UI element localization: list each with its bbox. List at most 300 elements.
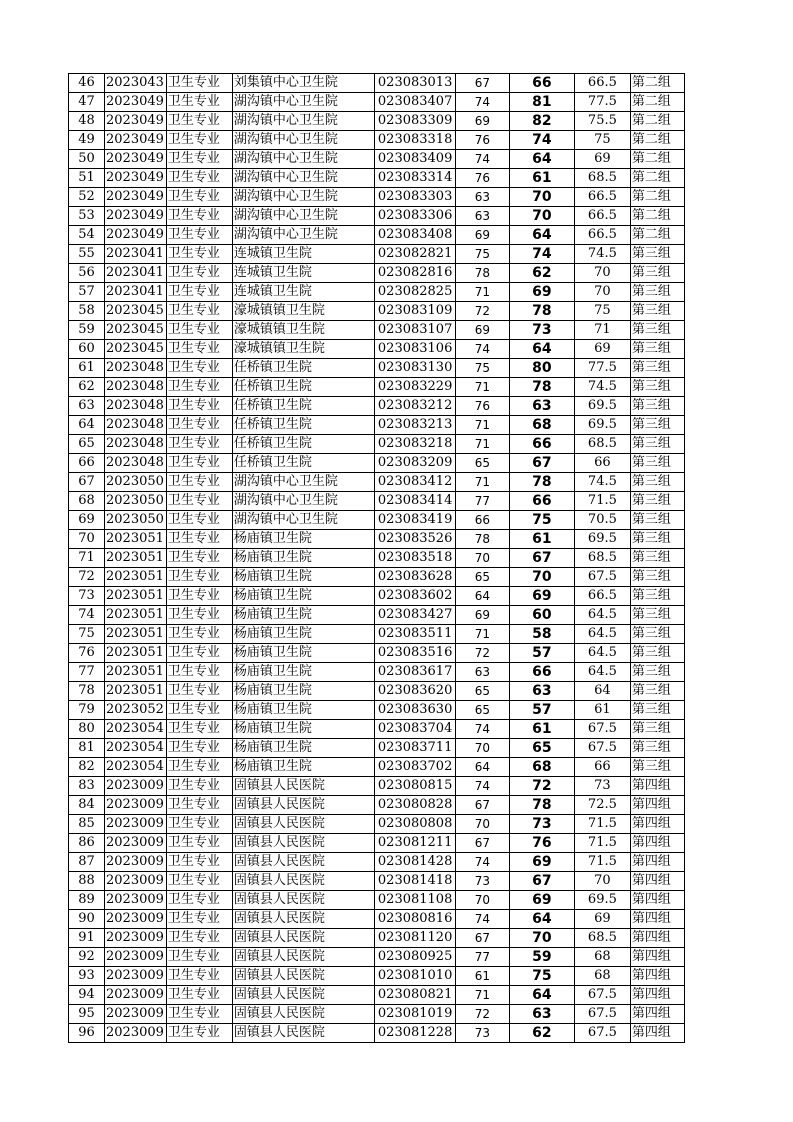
table-row xyxy=(69,834,685,853)
group-cell: 第三组 xyxy=(630,492,684,511)
exam-id-cell: 023081428 xyxy=(374,853,455,872)
interview-score-cell: 75 xyxy=(509,511,574,530)
unit-name-cell: 固镇县人民医院 xyxy=(232,910,374,929)
row-number-cell: 74 xyxy=(69,606,105,625)
interview-score-cell: 64 xyxy=(509,150,574,169)
row-number-cell: 91 xyxy=(69,929,105,948)
category-cell: 卫生专业 xyxy=(166,606,232,625)
position-code-cell: 2023049 xyxy=(105,93,167,112)
group-cell: 第三组 xyxy=(630,340,684,359)
interview-score-cell: 78 xyxy=(509,378,574,397)
interview-score-cell: 75 xyxy=(509,967,574,986)
unit-name-cell: 任桥镇卫生院 xyxy=(232,359,374,378)
total-score-cell: 69 xyxy=(574,340,630,359)
table-row xyxy=(69,872,685,891)
table-row xyxy=(69,454,685,473)
exam-id-cell: 023083419 xyxy=(374,511,455,530)
total-score-cell: 68.5 xyxy=(574,435,630,454)
table-row xyxy=(69,131,685,150)
row-number-cell: 49 xyxy=(69,131,105,150)
row-number-cell: 70 xyxy=(69,530,105,549)
category-cell: 卫生专业 xyxy=(166,625,232,644)
written-score-cell: 74 xyxy=(455,150,509,169)
table-row xyxy=(69,340,685,359)
position-code-cell: 2023051 xyxy=(105,530,167,549)
exam-id-cell: 023083702 xyxy=(374,758,455,777)
unit-name-cell: 固镇县人民医院 xyxy=(232,853,374,872)
position-code-cell: 2023051 xyxy=(105,682,167,701)
interview-score-cell: 70 xyxy=(509,929,574,948)
unit-name-cell: 任桥镇卫生院 xyxy=(232,378,374,397)
total-score-cell: 72.5 xyxy=(574,796,630,815)
unit-name-cell: 杨庙镇卫生院 xyxy=(232,568,374,587)
group-cell: 第二组 xyxy=(630,188,684,207)
total-score-cell: 75 xyxy=(574,302,630,321)
row-number-cell: 85 xyxy=(69,815,105,834)
position-code-cell: 2023009 xyxy=(105,967,167,986)
written-score-cell: 78 xyxy=(455,264,509,283)
exam-id-cell: 023083602 xyxy=(374,587,455,606)
position-code-cell: 2023045 xyxy=(105,321,167,340)
group-cell: 第三组 xyxy=(630,302,684,321)
category-cell: 卫生专业 xyxy=(166,511,232,530)
total-score-cell: 68.5 xyxy=(574,929,630,948)
total-score-cell: 70 xyxy=(574,872,630,891)
row-number-cell: 96 xyxy=(69,1024,105,1043)
category-cell: 卫生专业 xyxy=(166,207,232,226)
total-score-cell: 71 xyxy=(574,321,630,340)
position-code-cell: 2023009 xyxy=(105,872,167,891)
category-cell: 卫生专业 xyxy=(166,644,232,663)
interview-score-cell: 70 xyxy=(509,188,574,207)
group-cell: 第二组 xyxy=(630,93,684,112)
written-score-cell: 78 xyxy=(455,530,509,549)
position-code-cell: 2023048 xyxy=(105,397,167,416)
total-score-cell: 64.5 xyxy=(574,644,630,663)
unit-name-cell: 任桥镇卫生院 xyxy=(232,416,374,435)
category-cell: 卫生专业 xyxy=(166,948,232,967)
position-code-cell: 2023049 xyxy=(105,226,167,245)
position-code-cell: 2023043 xyxy=(105,74,167,93)
row-number-cell: 52 xyxy=(69,188,105,207)
interview-score-cell: 72 xyxy=(509,777,574,796)
category-cell: 卫生专业 xyxy=(166,169,232,188)
unit-name-cell: 固镇县人民医院 xyxy=(232,777,374,796)
table-row xyxy=(69,701,685,720)
position-code-cell: 2023048 xyxy=(105,359,167,378)
position-code-cell: 2023052 xyxy=(105,701,167,720)
written-score-cell: 63 xyxy=(455,207,509,226)
position-code-cell: 2023051 xyxy=(105,606,167,625)
table-row xyxy=(69,910,685,929)
row-number-cell: 53 xyxy=(69,207,105,226)
written-score-cell: 67 xyxy=(455,929,509,948)
interview-score-cell: 82 xyxy=(509,112,574,131)
interview-score-cell: 61 xyxy=(509,530,574,549)
category-cell: 卫生专业 xyxy=(166,93,232,112)
interview-score-cell: 64 xyxy=(509,986,574,1005)
unit-name-cell: 固镇县人民医院 xyxy=(232,796,374,815)
interview-score-cell: 59 xyxy=(509,948,574,967)
category-cell: 卫生专业 xyxy=(166,739,232,758)
unit-name-cell: 固镇县人民医院 xyxy=(232,815,374,834)
category-cell: 卫生专业 xyxy=(166,986,232,1005)
written-score-cell: 65 xyxy=(455,454,509,473)
exam-id-cell: 023083218 xyxy=(374,435,455,454)
unit-name-cell: 固镇县人民医院 xyxy=(232,834,374,853)
unit-name-cell: 湖沟镇中心卫生院 xyxy=(232,112,374,131)
position-code-cell: 2023009 xyxy=(105,796,167,815)
row-number-cell: 57 xyxy=(69,283,105,302)
position-code-cell: 2023009 xyxy=(105,891,167,910)
total-score-cell: 64.5 xyxy=(574,625,630,644)
position-code-cell: 2023009 xyxy=(105,853,167,872)
written-score-cell: 67 xyxy=(455,74,509,93)
position-code-cell: 2023049 xyxy=(105,169,167,188)
table-row xyxy=(69,188,685,207)
row-number-cell: 68 xyxy=(69,492,105,511)
group-cell: 第四组 xyxy=(630,948,684,967)
written-score-cell: 71 xyxy=(455,378,509,397)
table-row xyxy=(69,359,685,378)
unit-name-cell: 湖沟镇中心卫生院 xyxy=(232,226,374,245)
exam-id-cell: 023083109 xyxy=(374,302,455,321)
total-score-cell: 66.5 xyxy=(574,207,630,226)
unit-name-cell: 湖沟镇中心卫生院 xyxy=(232,93,374,112)
total-score-cell: 70 xyxy=(574,264,630,283)
position-code-cell: 2023041 xyxy=(105,283,167,302)
group-cell: 第四组 xyxy=(630,834,684,853)
written-score-cell: 63 xyxy=(455,663,509,682)
row-number-cell: 66 xyxy=(69,454,105,473)
table-row xyxy=(69,321,685,340)
unit-name-cell: 刘集镇中心卫生院 xyxy=(232,74,374,93)
written-score-cell: 72 xyxy=(455,644,509,663)
row-number-cell: 79 xyxy=(69,701,105,720)
category-cell: 卫生专业 xyxy=(166,131,232,150)
group-cell: 第四组 xyxy=(630,967,684,986)
total-score-cell: 74.5 xyxy=(574,378,630,397)
total-score-cell: 67.5 xyxy=(574,986,630,1005)
interview-score-cell: 78 xyxy=(509,796,574,815)
table-row xyxy=(69,93,685,112)
interview-score-cell: 69 xyxy=(509,853,574,872)
row-number-cell: 55 xyxy=(69,245,105,264)
table-row xyxy=(69,169,685,188)
group-cell: 第三组 xyxy=(630,359,684,378)
written-score-cell: 72 xyxy=(455,302,509,321)
position-code-cell: 2023048 xyxy=(105,454,167,473)
table-row xyxy=(69,264,685,283)
interview-score-cell: 64 xyxy=(509,910,574,929)
interview-score-cell: 70 xyxy=(509,207,574,226)
written-score-cell: 75 xyxy=(455,245,509,264)
table-row xyxy=(69,796,685,815)
written-score-cell: 69 xyxy=(455,606,509,625)
written-score-cell: 74 xyxy=(455,93,509,112)
category-cell: 卫生专业 xyxy=(166,872,232,891)
unit-name-cell: 湖沟镇中心卫生院 xyxy=(232,207,374,226)
interview-score-cell: 66 xyxy=(509,435,574,454)
exam-id-cell: 023083303 xyxy=(374,188,455,207)
written-score-cell: 70 xyxy=(455,739,509,758)
category-cell: 卫生专业 xyxy=(166,245,232,264)
interview-score-cell: 57 xyxy=(509,701,574,720)
row-number-cell: 87 xyxy=(69,853,105,872)
interview-score-cell: 78 xyxy=(509,302,574,321)
row-number-cell: 56 xyxy=(69,264,105,283)
unit-name-cell: 任桥镇卫生院 xyxy=(232,397,374,416)
unit-name-cell: 连城镇卫生院 xyxy=(232,245,374,264)
interview-score-cell: 69 xyxy=(509,587,574,606)
category-cell: 卫生专业 xyxy=(166,188,232,207)
total-score-cell: 67.5 xyxy=(574,1005,630,1024)
total-score-cell: 67.5 xyxy=(574,568,630,587)
category-cell: 卫生专业 xyxy=(166,720,232,739)
exam-id-cell: 023083309 xyxy=(374,112,455,131)
table-row xyxy=(69,207,685,226)
written-score-cell: 70 xyxy=(455,891,509,910)
group-cell: 第四组 xyxy=(630,853,684,872)
table-row xyxy=(69,682,685,701)
written-score-cell: 71 xyxy=(455,435,509,454)
row-number-cell: 75 xyxy=(69,625,105,644)
exam-id-cell: 023083209 xyxy=(374,454,455,473)
group-cell: 第二组 xyxy=(630,112,684,131)
unit-name-cell: 杨庙镇卫生院 xyxy=(232,549,374,568)
total-score-cell: 69 xyxy=(574,910,630,929)
table-row xyxy=(69,1024,685,1043)
category-cell: 卫生专业 xyxy=(166,853,232,872)
exam-id-cell: 023081010 xyxy=(374,967,455,986)
unit-name-cell: 杨庙镇卫生院 xyxy=(232,720,374,739)
table-row xyxy=(69,416,685,435)
unit-name-cell: 固镇县人民医院 xyxy=(232,872,374,891)
category-cell: 卫生专业 xyxy=(166,302,232,321)
exam-id-cell: 023083130 xyxy=(374,359,455,378)
group-cell: 第三组 xyxy=(630,511,684,530)
row-number-cell: 73 xyxy=(69,587,105,606)
group-cell: 第三组 xyxy=(630,283,684,302)
position-code-cell: 2023009 xyxy=(105,986,167,1005)
total-score-cell: 73 xyxy=(574,777,630,796)
group-cell: 第四组 xyxy=(630,872,684,891)
row-number-cell: 81 xyxy=(69,739,105,758)
position-code-cell: 2023051 xyxy=(105,625,167,644)
exam-id-cell: 023083107 xyxy=(374,321,455,340)
total-score-cell: 70.5 xyxy=(574,511,630,530)
interview-score-cell: 74 xyxy=(509,131,574,150)
total-score-cell: 66.5 xyxy=(574,587,630,606)
interview-score-cell: 67 xyxy=(509,454,574,473)
row-number-cell: 78 xyxy=(69,682,105,701)
total-score-cell: 69.5 xyxy=(574,530,630,549)
unit-name-cell: 杨庙镇卫生院 xyxy=(232,587,374,606)
written-score-cell: 75 xyxy=(455,359,509,378)
exam-id-cell: 023083526 xyxy=(374,530,455,549)
interview-score-cell: 69 xyxy=(509,283,574,302)
table-row xyxy=(69,492,685,511)
row-number-cell: 90 xyxy=(69,910,105,929)
group-cell: 第三组 xyxy=(630,720,684,739)
exam-id-cell: 023080808 xyxy=(374,815,455,834)
category-cell: 卫生专业 xyxy=(166,929,232,948)
table-row xyxy=(69,473,685,492)
group-cell: 第三组 xyxy=(630,682,684,701)
unit-name-cell: 杨庙镇卫生院 xyxy=(232,625,374,644)
category-cell: 卫生专业 xyxy=(166,967,232,986)
category-cell: 卫生专业 xyxy=(166,226,232,245)
unit-name-cell: 任桥镇卫生院 xyxy=(232,435,374,454)
written-score-cell: 67 xyxy=(455,796,509,815)
unit-name-cell: 杨庙镇卫生院 xyxy=(232,739,374,758)
table-row xyxy=(69,891,685,910)
category-cell: 卫生专业 xyxy=(166,492,232,511)
group-cell: 第三组 xyxy=(630,264,684,283)
unit-name-cell: 固镇县人民医院 xyxy=(232,891,374,910)
written-score-cell: 64 xyxy=(455,587,509,606)
category-cell: 卫生专业 xyxy=(166,112,232,131)
position-code-cell: 2023049 xyxy=(105,112,167,131)
exam-id-cell: 023082821 xyxy=(374,245,455,264)
row-number-cell: 95 xyxy=(69,1005,105,1024)
exam-id-cell: 023083013 xyxy=(374,74,455,93)
category-cell: 卫生专业 xyxy=(166,340,232,359)
group-cell: 第二组 xyxy=(630,131,684,150)
category-cell: 卫生专业 xyxy=(166,701,232,720)
total-score-cell: 69.5 xyxy=(574,397,630,416)
group-cell: 第四组 xyxy=(630,986,684,1005)
interview-score-cell: 73 xyxy=(509,321,574,340)
table-row xyxy=(69,435,685,454)
total-score-cell: 71.5 xyxy=(574,834,630,853)
category-cell: 卫生专业 xyxy=(166,568,232,587)
category-cell: 卫生专业 xyxy=(166,910,232,929)
written-score-cell: 69 xyxy=(455,226,509,245)
exam-id-cell: 023083630 xyxy=(374,701,455,720)
unit-name-cell: 杨庙镇卫生院 xyxy=(232,758,374,777)
written-score-cell: 74 xyxy=(455,340,509,359)
table-row xyxy=(69,587,685,606)
exam-id-cell: 023081228 xyxy=(374,1024,455,1043)
position-code-cell: 2023009 xyxy=(105,815,167,834)
category-cell: 卫生专业 xyxy=(166,416,232,435)
written-score-cell: 77 xyxy=(455,948,509,967)
interview-score-cell: 64 xyxy=(509,226,574,245)
written-score-cell: 67 xyxy=(455,834,509,853)
group-cell: 第四组 xyxy=(630,929,684,948)
table-row xyxy=(69,948,685,967)
category-cell: 卫生专业 xyxy=(166,891,232,910)
exam-id-cell: 023083704 xyxy=(374,720,455,739)
table-row xyxy=(69,853,685,872)
exam-id-cell: 023083617 xyxy=(374,663,455,682)
position-code-cell: 2023045 xyxy=(105,340,167,359)
written-score-cell: 77 xyxy=(455,492,509,511)
interview-score-cell: 62 xyxy=(509,1024,574,1043)
unit-name-cell: 固镇县人民医院 xyxy=(232,986,374,1005)
category-cell: 卫生专业 xyxy=(166,1024,232,1043)
row-number-cell: 69 xyxy=(69,511,105,530)
row-number-cell: 46 xyxy=(69,74,105,93)
position-code-cell: 2023048 xyxy=(105,378,167,397)
unit-name-cell: 杨庙镇卫生院 xyxy=(232,644,374,663)
row-number-cell: 88 xyxy=(69,872,105,891)
table-row xyxy=(69,758,685,777)
written-score-cell: 72 xyxy=(455,1005,509,1024)
group-cell: 第三组 xyxy=(630,739,684,758)
position-code-cell: 2023051 xyxy=(105,663,167,682)
row-number-cell: 86 xyxy=(69,834,105,853)
written-score-cell: 69 xyxy=(455,321,509,340)
total-score-cell: 75.5 xyxy=(574,112,630,131)
written-score-cell: 65 xyxy=(455,701,509,720)
category-cell: 卫生专业 xyxy=(166,397,232,416)
position-code-cell: 2023049 xyxy=(105,188,167,207)
exam-id-cell: 023080821 xyxy=(374,986,455,1005)
total-score-cell: 64 xyxy=(574,682,630,701)
group-cell: 第三组 xyxy=(630,435,684,454)
row-number-cell: 67 xyxy=(69,473,105,492)
group-cell: 第四组 xyxy=(630,910,684,929)
group-cell: 第二组 xyxy=(630,169,684,188)
group-cell: 第三组 xyxy=(630,606,684,625)
written-score-cell: 71 xyxy=(455,625,509,644)
interview-score-cell: 62 xyxy=(509,264,574,283)
total-score-cell: 77.5 xyxy=(574,93,630,112)
position-code-cell: 2023054 xyxy=(105,758,167,777)
position-code-cell: 2023009 xyxy=(105,1005,167,1024)
written-score-cell: 71 xyxy=(455,283,509,302)
unit-name-cell: 固镇县人民医院 xyxy=(232,967,374,986)
group-cell: 第三组 xyxy=(630,378,684,397)
total-score-cell: 69 xyxy=(574,150,630,169)
exam-id-cell: 023083407 xyxy=(374,93,455,112)
category-cell: 卫生专业 xyxy=(166,758,232,777)
row-number-cell: 47 xyxy=(69,93,105,112)
exam-id-cell: 023080815 xyxy=(374,777,455,796)
exam-id-cell: 023083409 xyxy=(374,150,455,169)
exam-id-cell: 023081211 xyxy=(374,834,455,853)
total-score-cell: 64.5 xyxy=(574,663,630,682)
unit-name-cell: 湖沟镇中心卫生院 xyxy=(232,188,374,207)
exam-id-cell: 023083106 xyxy=(374,340,455,359)
exam-id-cell: 023081108 xyxy=(374,891,455,910)
row-number-cell: 89 xyxy=(69,891,105,910)
group-cell: 第三组 xyxy=(630,321,684,340)
group-cell: 第三组 xyxy=(630,473,684,492)
written-score-cell: 61 xyxy=(455,967,509,986)
written-score-cell: 71 xyxy=(455,473,509,492)
table-row xyxy=(69,245,685,264)
interview-score-cell: 66 xyxy=(509,492,574,511)
exam-id-cell: 023083318 xyxy=(374,131,455,150)
interview-score-cell: 60 xyxy=(509,606,574,625)
exam-id-cell: 023080828 xyxy=(374,796,455,815)
row-number-cell: 72 xyxy=(69,568,105,587)
exam-id-cell: 023081019 xyxy=(374,1005,455,1024)
group-cell: 第三组 xyxy=(630,245,684,264)
category-cell: 卫生专业 xyxy=(166,682,232,701)
position-code-cell: 2023041 xyxy=(105,264,167,283)
group-cell: 第四组 xyxy=(630,1024,684,1043)
unit-name-cell: 杨庙镇卫生院 xyxy=(232,701,374,720)
category-cell: 卫生专业 xyxy=(166,454,232,473)
interview-score-cell: 63 xyxy=(509,682,574,701)
position-code-cell: 2023045 xyxy=(105,302,167,321)
position-code-cell: 2023009 xyxy=(105,929,167,948)
position-code-cell: 2023054 xyxy=(105,720,167,739)
